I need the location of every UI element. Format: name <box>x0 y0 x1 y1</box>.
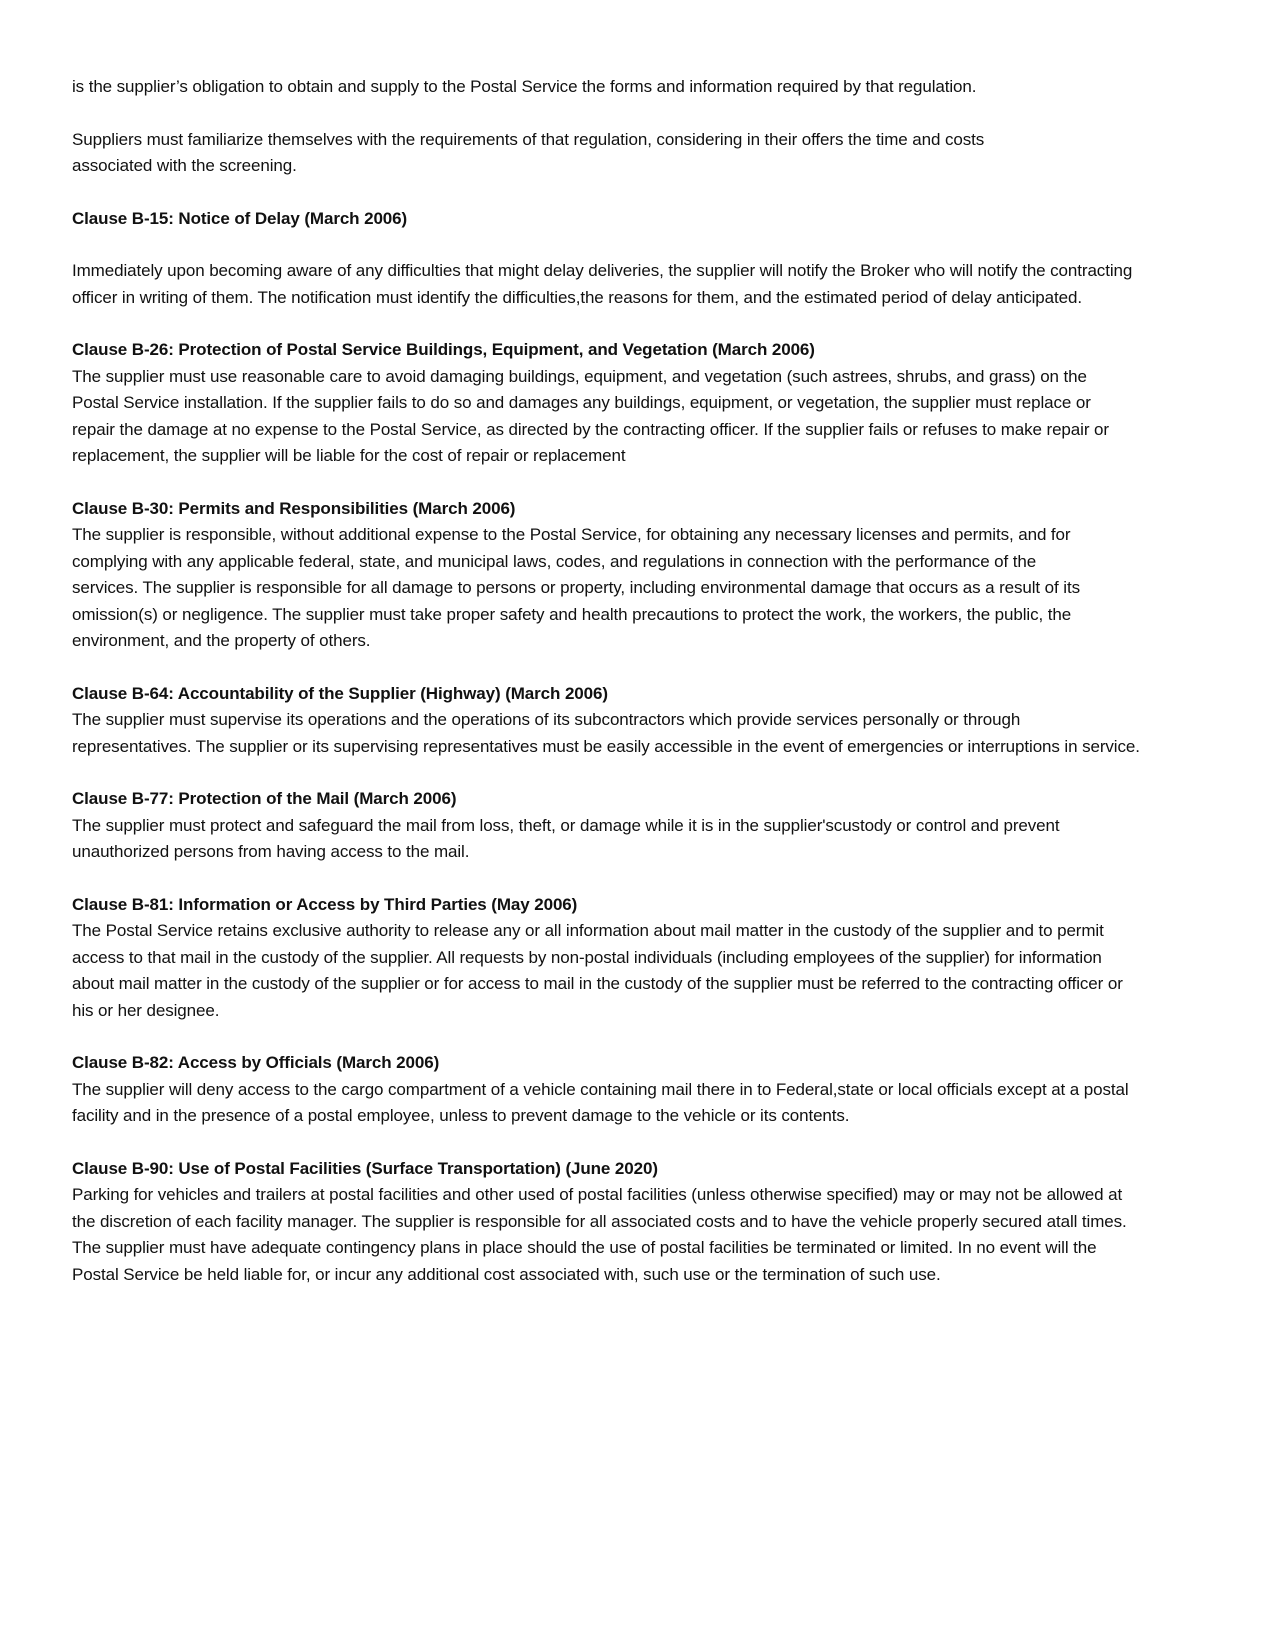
clause-heading-b30: Clause B-30: Permits and Responsibilities (March 2006) <box>72 498 516 518</box>
document-page <box>72 74 1147 1288</box>
clause-body-b26: The supplier must use reasonable care to avoid damaging buildings, equipment, and vegetation (such astrees, shrubs, and grass) on the Postal Service installation. If the supplier fails to do so and damages any buildings, equipment, or vegetation, the supplier must replace or repair the damage at no expense to the Postal Service, as directed by the contracting officer. If the supplier fails or refuses to make repair or replacement, the supplier will be liable for the cost of repair or replacement <box>72 366 1109 465</box>
clause-body-b90: Parking for vehicles and trailers at postal facilities and other used of postal facilities (unless otherwise specified) may or may not be allowed at the discretion of each facility manager. The supplier is responsible for all associated costs and to have the vehicle properly secured atall times. The supplier must have adequate contingency plans in place should the use of postal facilities be terminated or limited. In no event will the Postal Service be held liable for, or incur any additional cost associated with, such use or the termination of such use. <box>72 1185 1127 1284</box>
clause-heading-b82: Clause B-82: Access by Officials (March 2006) <box>72 1053 440 1072</box>
clause-body-b81: The Postal Service retains exclusive authority to release any or all information about mail matter in the custody of the supplier and to permit access to that mail in the custody of the supplier. All requests by non-postal individuals (including employees of the supplier) for information about mail matter in the custody of the supplier or for access to mail in the custody of the supplier must be referred to the contracting officer or his or her designee. <box>72 921 1123 1020</box>
clause-heading-b64: Clause B-64: Accountability of the Supplier (Highway) (March 2006) <box>72 683 608 703</box>
clause-heading-b90: Clause B-90: Use of Postal Facilities (Surface Transportation) (June 2020) <box>72 1158 658 1178</box>
clause-body-b77: The supplier must protect and safeguard the mail from loss, theft, or damage while it is in the supplier'scustody or control and prevent unauthorized persons from having access to the mail. <box>72 815 1060 861</box>
intro-paragraph-2: Suppliers must familiarize themselves with the requirements of that regulation, considering in their offers the time and costs associated with the screening. <box>72 129 985 175</box>
clause-heading-b15: Clause B-15: Notice of Delay (March 2006) <box>72 208 408 228</box>
clause-body-b64: The supplier must supervise its operations and the operations of its subcontractors which provide services personally or through representatives. The supplier or its supervising representatives must be easily accessible in the event of emergencies or interruptions in service. <box>72 710 1140 756</box>
clause-body-b15: Immediately upon becoming aware of any difficulties that might delay deliveries, the supplier will notify the Broker who will notify the contracting officer in writing of them. The notification must identify the difficulties,the reasons for them, and the estimated period of delay anticipated. <box>72 261 1133 307</box>
clause-body-b82: The supplier will deny access to the cargo compartment of a vehicle containing mail there in to Federal,state or local officials except at a postal facility and in the presence of a postal employee, unless to prevent damage to the vehicle or its contents. <box>72 1079 1129 1125</box>
clause-heading-b81: Clause B-81: Information or Access by Third Parties (May 2006) <box>72 894 578 914</box>
intro-paragraph-1: is the supplier’s obligation to obtain and supply to the Postal Service the forms and information required by that regulation. <box>72 77 977 96</box>
clause-body-b30: The supplier is responsible, without additional expense to the Postal Service, for obtaining any necessary licenses and permits, and for complying with any applicable federal, state, and municipal laws, codes, and regulations in connection with the performance of the services. The supplier is responsible for all damage to persons or property, including environmental damage that occurs as a result of its omission(s) or negligence. The supplier must take proper safety and health precautions to protect the work, the workers, the public, the environment, and the property of others. <box>72 525 1080 650</box>
clause-heading-b26: Clause B-26: Protection of Postal Service Buildings, Equipment, and Vegetation (March 2006) <box>72 340 815 359</box>
clause-heading-b77: Clause B-77: Protection of the Mail (March 2006) <box>72 789 457 808</box>
